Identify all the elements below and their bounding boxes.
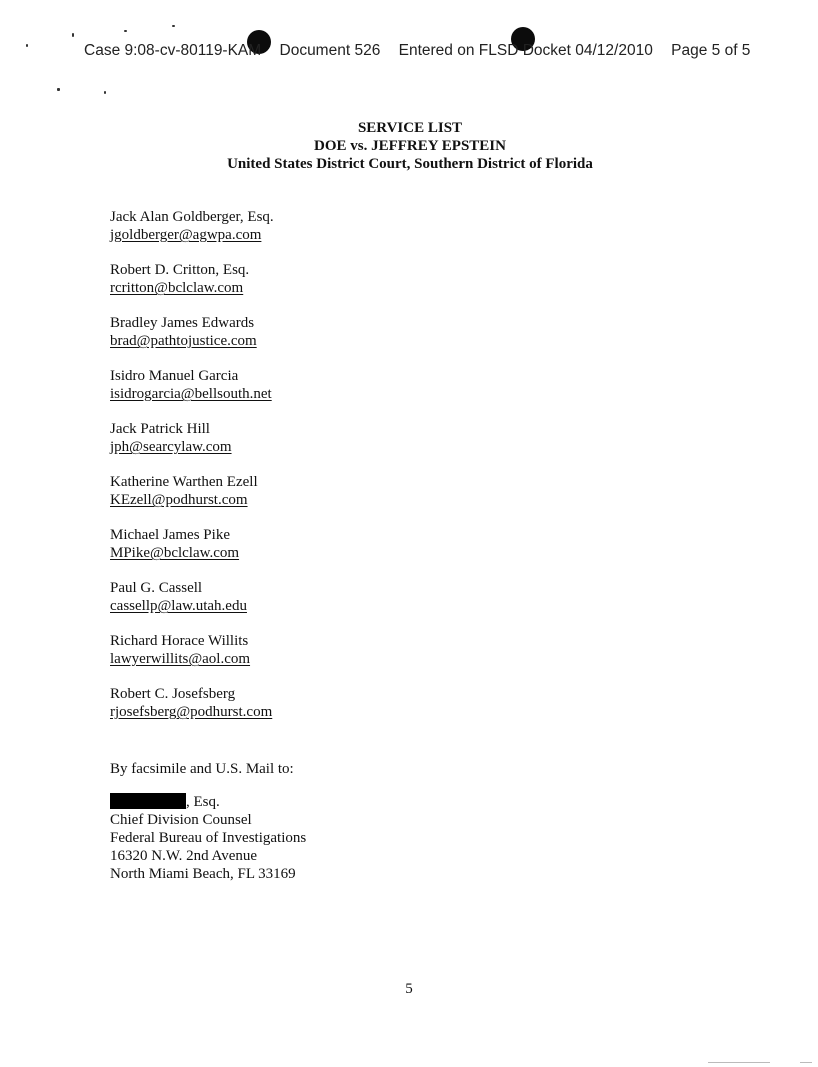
name-suffix: , Esq. <box>186 794 220 810</box>
case-number: Case 9:08-cv-80119-KAM <box>84 42 262 59</box>
recipient-name: Michael James Pike <box>110 527 230 543</box>
scan-speck <box>104 91 106 94</box>
recipient-email[interactable]: rcritton@bclclaw.com <box>110 280 244 296</box>
scan-speck <box>57 88 60 91</box>
recipient-name: Bradley James Edwards <box>110 315 255 331</box>
scan-speck <box>26 44 28 47</box>
scan-speck <box>72 33 74 37</box>
service-list <box>110 208 274 738</box>
list-item <box>110 579 274 632</box>
document-number: Document 526 <box>279 42 381 59</box>
recipient-email[interactable]: cassellp@law.utah.edu <box>110 598 247 614</box>
page-indicator: Page 5 of 5 <box>671 42 751 59</box>
recipient-organization: Federal Bureau of Investigations <box>110 830 307 846</box>
recipient-name: Paul G. Cassell <box>110 580 203 596</box>
list-item <box>110 473 274 526</box>
recipient-email[interactable]: lawyerwillits@aol.com <box>110 651 251 667</box>
page-number: 5 <box>405 981 413 997</box>
list-item <box>110 208 274 261</box>
recipient-email[interactable]: MPike@bclclaw.com <box>110 545 240 561</box>
recipient-email[interactable]: rjosefsberg@podhurst.com <box>110 704 273 720</box>
street-address: 16320 N.W. 2nd Avenue <box>110 848 258 864</box>
recipient-name: Jack Patrick Hill <box>110 421 210 437</box>
docket-entry: Entered on FLSD Docket 04/12/2010 <box>398 42 653 59</box>
mail-address-block <box>110 793 306 883</box>
list-item <box>110 420 274 473</box>
recipient-title: Chief Division Counsel <box>110 812 252 828</box>
list-item <box>110 314 274 367</box>
recipient-email[interactable]: KEzell@podhurst.com <box>110 492 248 508</box>
service-list-title <box>0 119 818 173</box>
recipient-name: Isidro Manuel Garcia <box>110 368 239 384</box>
list-item <box>110 526 274 579</box>
scan-artifact <box>800 1062 812 1063</box>
court-filing-header <box>84 42 750 60</box>
title-line: DOE vs. JEFFREY EPSTEIN <box>314 138 506 154</box>
redaction-bar <box>110 793 186 809</box>
recipient-name: Katherine Warthen Ezell <box>110 474 258 490</box>
recipient-name: Robert C. Josefsberg <box>110 686 236 702</box>
list-item <box>110 632 274 685</box>
list-item <box>110 261 274 314</box>
title-line: SERVICE LIST <box>357 120 463 136</box>
recipient-line <box>110 793 306 811</box>
title-line: United States District Court, Southern District of Florida <box>227 156 593 172</box>
city-state-zip: North Miami Beach, FL 33169 <box>110 866 296 882</box>
scan-artifact <box>708 1062 770 1063</box>
list-item <box>110 367 274 420</box>
mail-intro: By facsimile and U.S. Mail to: <box>110 761 294 777</box>
recipient-email[interactable]: brad@pathtojustice.com <box>110 333 257 349</box>
recipient-name: Jack Alan Goldberger, Esq. <box>110 209 274 225</box>
scan-speck <box>172 25 175 27</box>
recipient-name: Richard Horace Willits <box>110 633 249 649</box>
list-item <box>110 685 274 738</box>
recipient-email[interactable]: jgoldberger@agwpa.com <box>110 227 262 243</box>
recipient-email[interactable]: isidrogarcia@bellsouth.net <box>110 386 272 402</box>
recipient-email[interactable]: jph@searcylaw.com <box>110 439 232 455</box>
scan-speck <box>124 30 127 32</box>
recipient-name: Robert D. Critton, Esq. <box>110 262 250 278</box>
